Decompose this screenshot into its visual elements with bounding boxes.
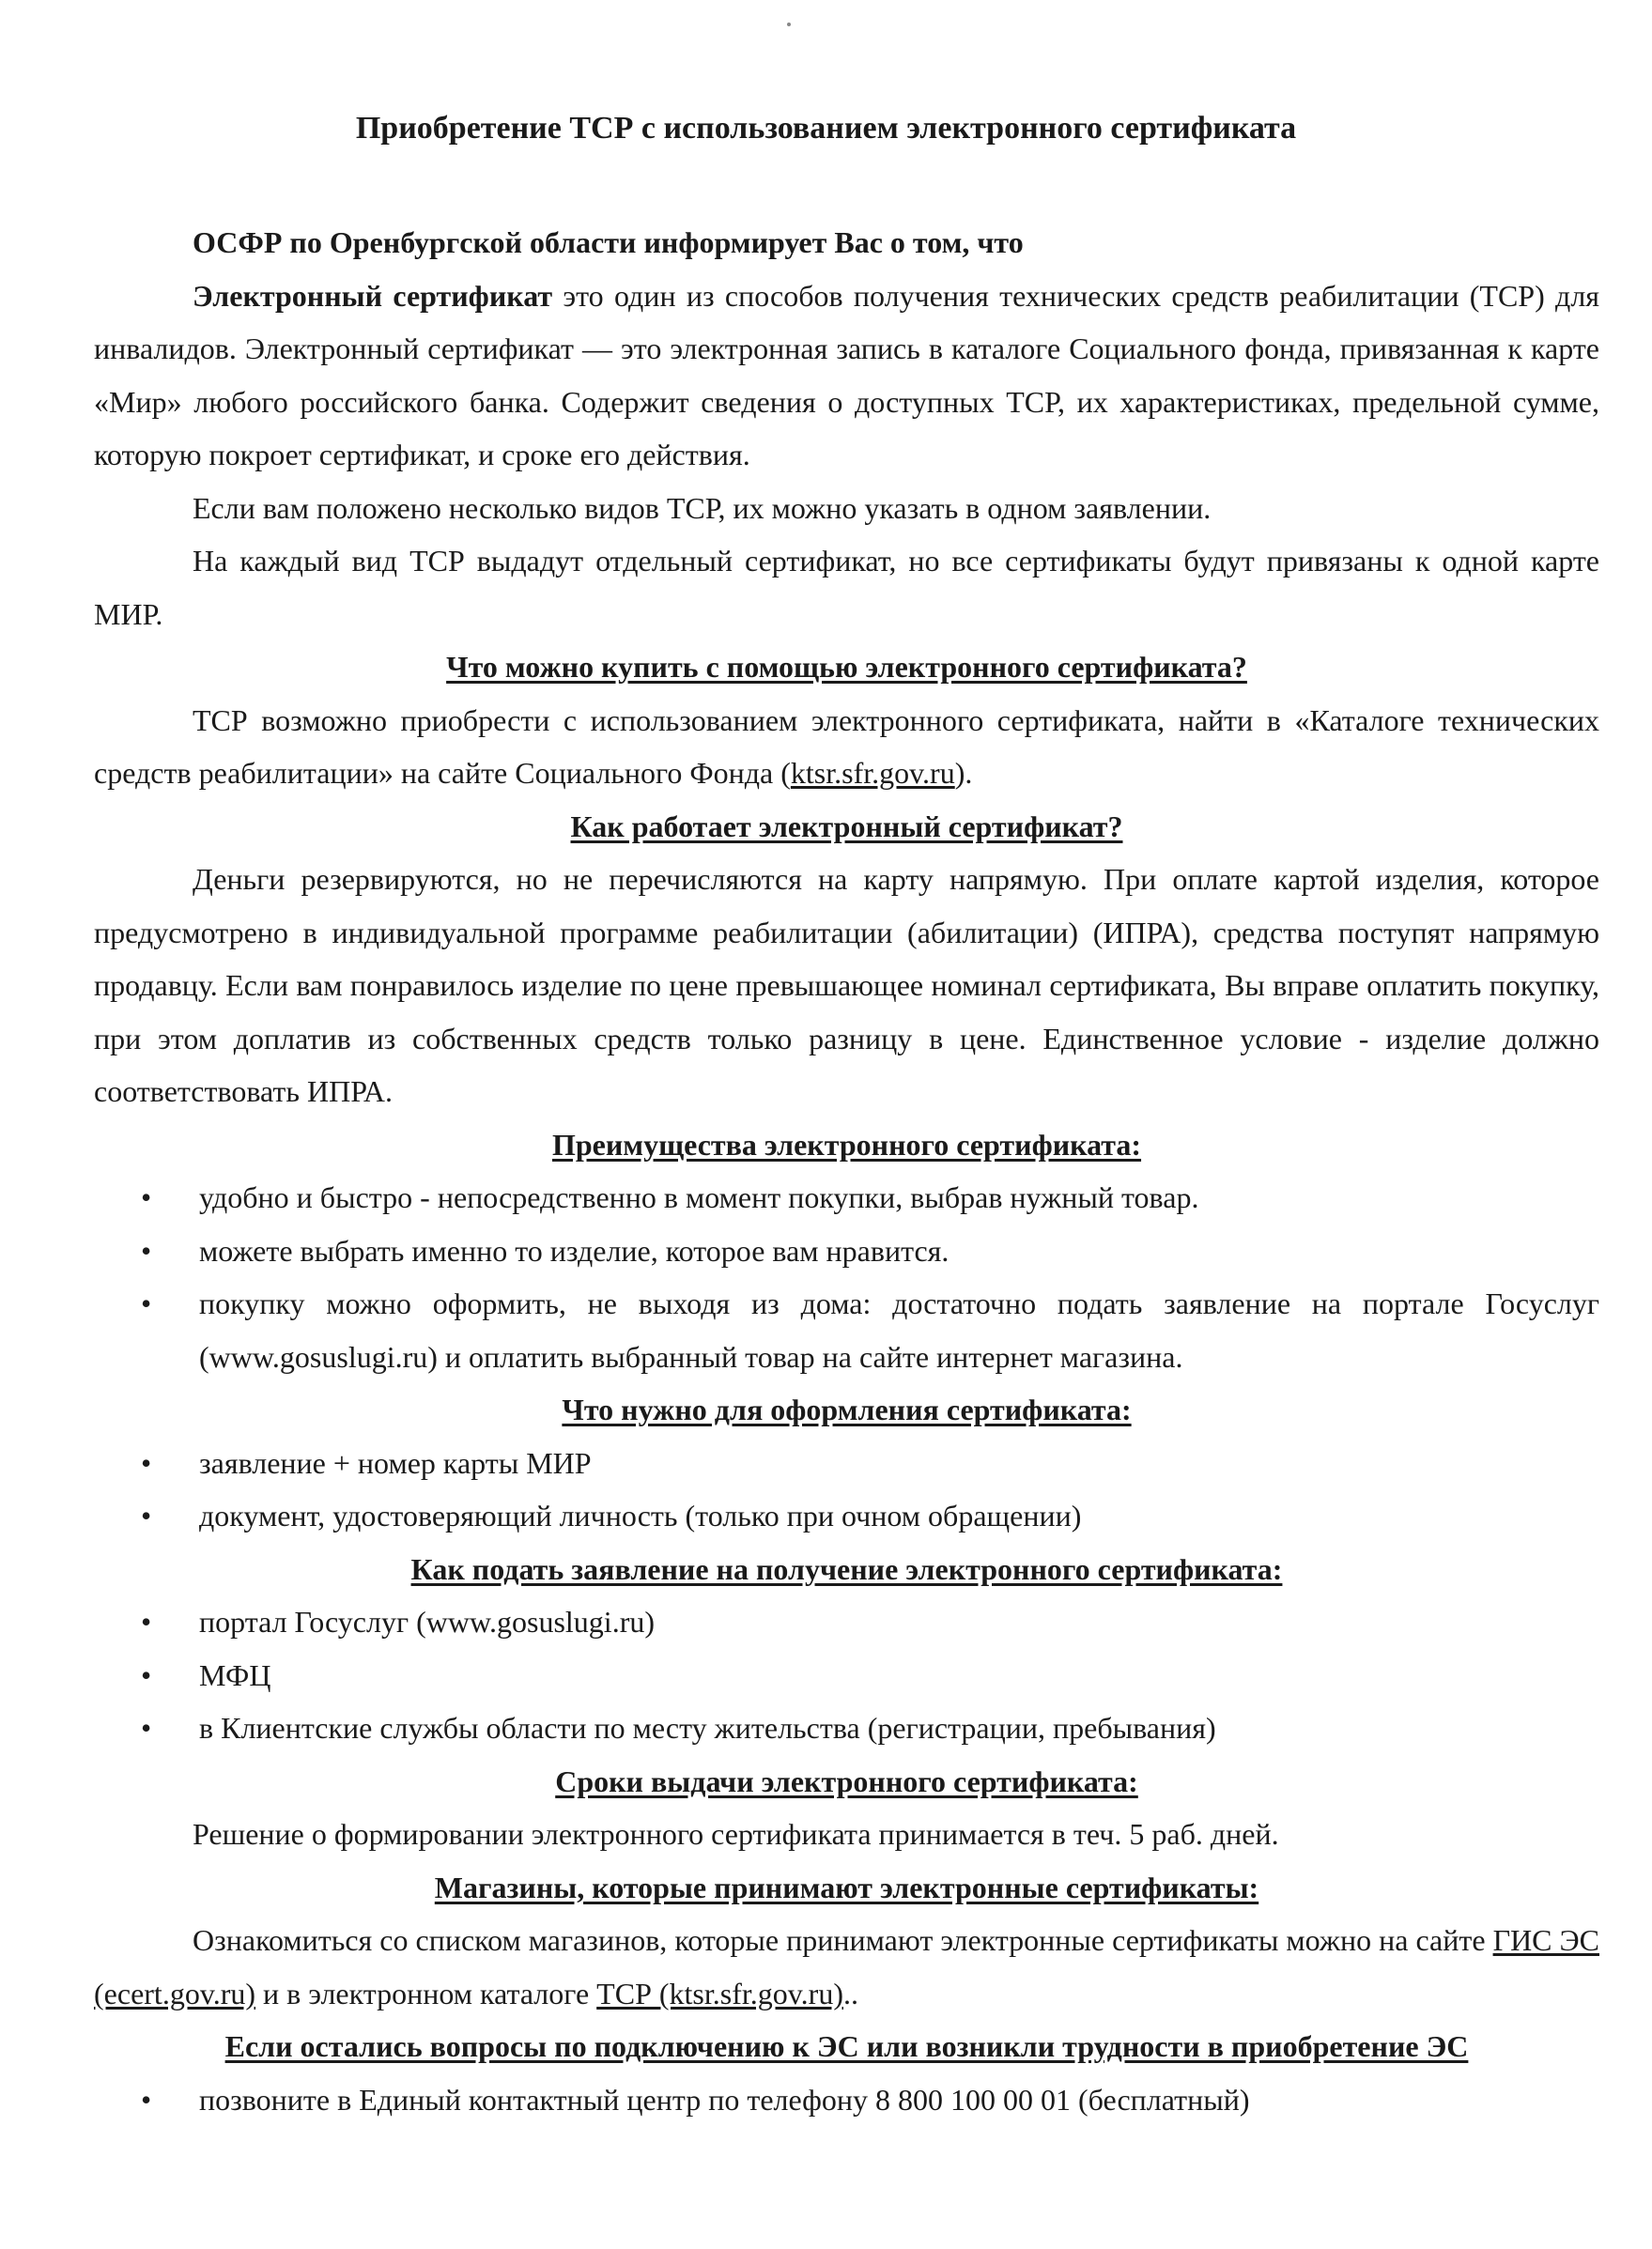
intro-paragraph-2: Если вам положено несколько видов ТСР, их можно указать в одном заявлении. [193, 490, 1212, 525]
section-heading-shops: Магазины, которые принимают электронные сертификаты: [434, 1870, 1259, 1904]
questions-list [94, 2073, 1599, 2127]
section-heading-requirements: Что нужно для оформления сертификата: [562, 1393, 1132, 1426]
advantages-list [94, 1171, 1599, 1383]
list-item: • в Клиентские службы области по месту жительства (регистрации, пребывания) [199, 1702, 1599, 1755]
ktsr-link[interactable]: ktsr.sfr.gov.ru [790, 756, 955, 790]
how-to-apply-list [94, 1595, 1599, 1755]
terms-text: Решение о формировании электронного сертификата принимается в теч. 5 раб. дней. [193, 1817, 1279, 1851]
section-heading-advantages: Преимущества электронного сертификата: [551, 1127, 1142, 1162]
shops-text-c: .. [842, 1976, 858, 2010]
list-item: • документ, удостоверяющий личность (только при очном обращении) [199, 1489, 1599, 1543]
intro-paragraph-1 [94, 270, 1599, 482]
document-body [94, 216, 1599, 2126]
section-heading-terms: Сроки выдачи электронного сертификата: [555, 1764, 1138, 1798]
list-item: • покупку можно оформить, не выходя из дома: достаточно подать заявление на портале Госуслуг (www.gosuslugi.ru) и оплатить выбранный товар на сайте интернет магазина. [199, 1277, 1599, 1383]
scan-speck [787, 23, 791, 26]
section-heading-what-to-buy: Что можно купить с помощью электронного сертификата? [446, 650, 1247, 684]
ecert-link[interactable]: ГИС ЭС (ecert.gov.ru) [94, 1923, 1599, 2010]
how-it-works-text: Деньги резервируются, но не перечисляются на карту напрямую. При оплате картой изделия, которое предусмотрено в индивидуальной программе реабилитации (абилитации) (ИПРА), средства поступят напрямую продавцу. Если вам понравилось изделие по цене превышающее номинал сертификата, Вы вправе оплатить покупку, при этом доплатив из собственных средств только разницу в цене. Единственное условие - изделие должно соответствовать ИПРА. [94, 862, 1599, 1108]
section-heading-how-it-works: Как работает электронный сертификат? [570, 809, 1123, 843]
document-title: Приобретение ТСР с использованием электронного сертификата [355, 111, 1297, 146]
intro-paragraph-3: На каждый вид ТСР выдадут отдельный сертификат, но все сертификаты будут привязаны к одной карте МИР. [94, 544, 1599, 631]
intro-bold-term: Электронный сертификат [193, 278, 553, 313]
list-item: • портал Госуслуг (www.gosuslugi.ru) [199, 1595, 1599, 1649]
intro-lead: ОСФР по Оренбургской области информирует Вас о том, что [193, 225, 1024, 259]
list-item: • заявление + номер карты МИР [199, 1437, 1599, 1490]
list-item: • МФЦ [199, 1649, 1599, 1702]
shops-text-b: и в электронном каталоге [255, 1976, 597, 2010]
requirements-list [94, 1437, 1599, 1543]
what-to-buy-text-b: ). [954, 756, 973, 790]
section-heading-how-to-apply: Как подать заявление на получение электронного сертификата: [410, 1551, 1283, 1586]
list-item: • можете выбрать именно то изделие, которое вам нравится. [199, 1225, 1599, 1278]
what-to-buy-text-a: ТСР возможно приобрести с использованием электронного сертификата, найти в «Каталоге технических средств реабилитации» на сайте Социального Фонда ( [94, 702, 1599, 790]
shops-text [94, 1914, 1599, 2020]
intro-paragraph-1-text: это один из способов получения технических средств реабилитации (ТСР) для инвалидов. Электронный сертификат — это электронная запись в каталоге Социального фонда, привязанная к карте «Мир» любого российского банка. Содержит сведения о доступных ТСР, их характеристиках, предельной сумме, которую покроет сертификат, и сроке его действия. [94, 278, 1600, 471]
what-to-buy-text [94, 694, 1599, 800]
list-item: • позвоните в Единый контактный центр по телефону 8 800 100 00 01 (бесплатный) [199, 2073, 1599, 2127]
ktsr-catalog-link[interactable]: ТСР (ktsr.sfr.gov.ru) [596, 1976, 843, 2010]
list-item: • удобно и быстро - непосредственно в момент покупки, выбрав нужный товар. [199, 1171, 1599, 1225]
section-heading-questions: Если остались вопросы по подключению к ЭС или возникли трудности в приобретение ЭС [224, 2029, 1469, 2063]
shops-text-a: Ознакомиться со списком магазинов, которые принимают электронные сертификаты можно на сайте [193, 1923, 1493, 1957]
